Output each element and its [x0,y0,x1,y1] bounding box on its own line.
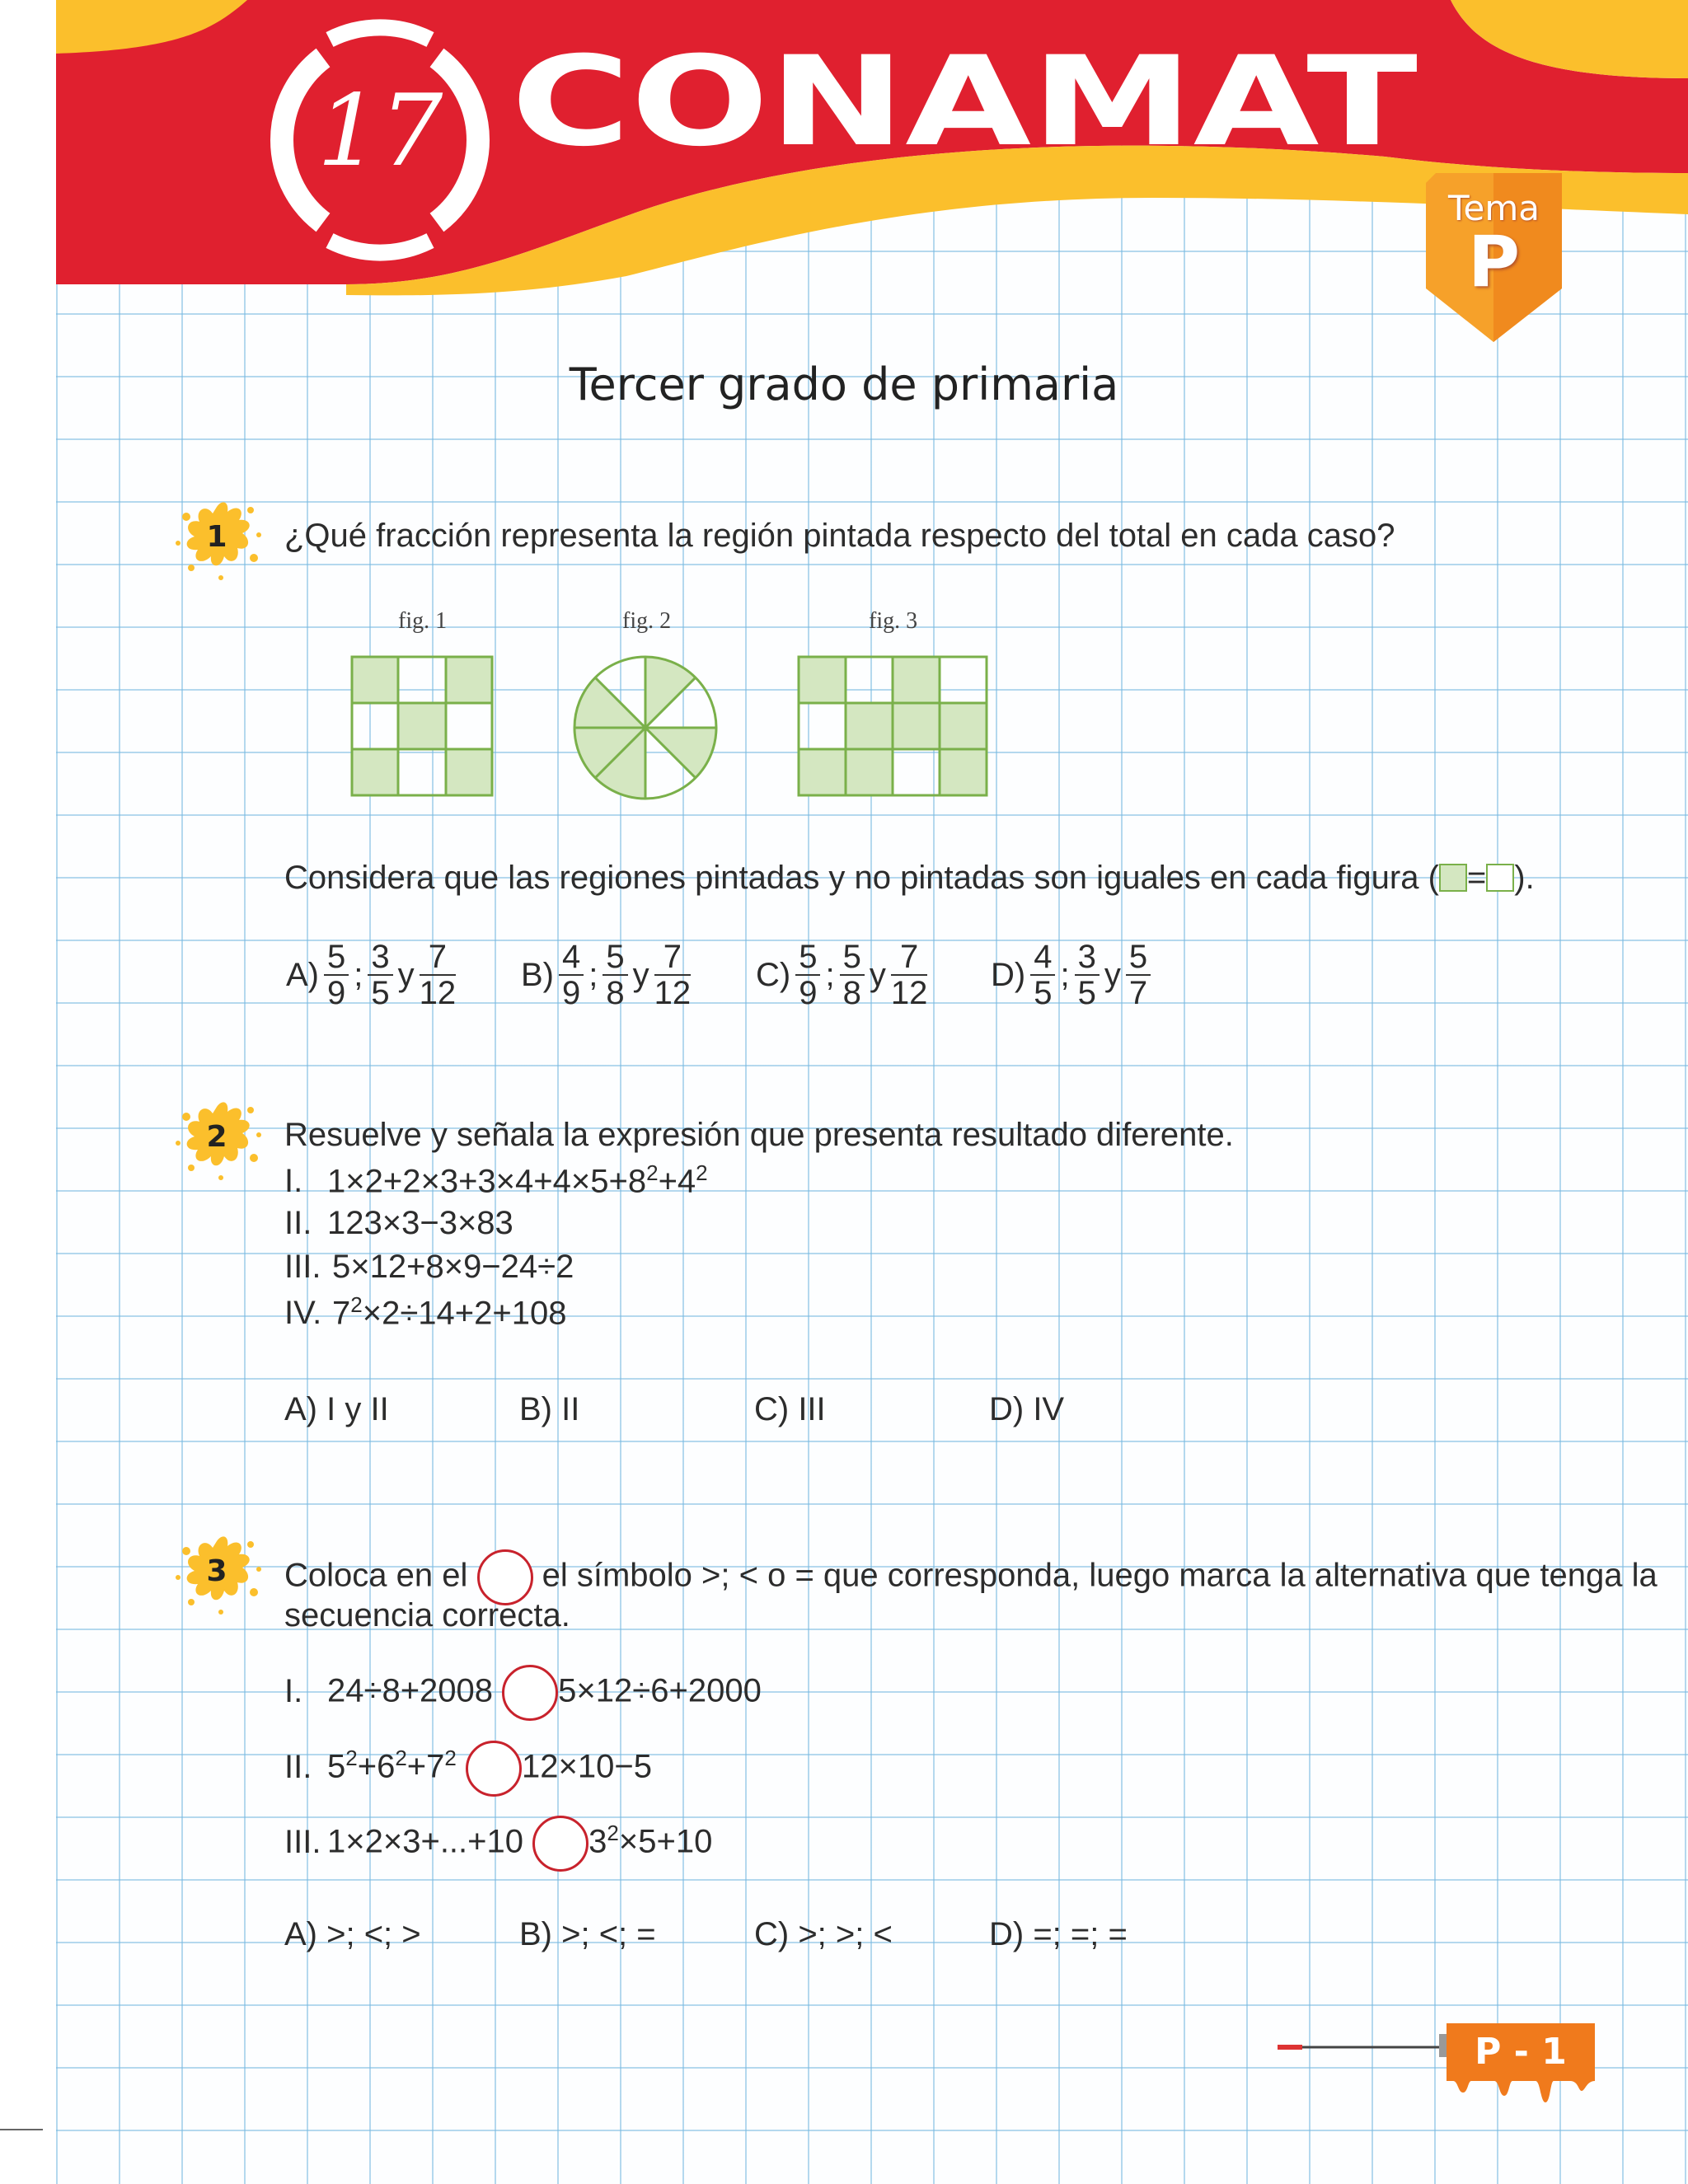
shaded-square-icon [1439,864,1467,892]
fraction [840,940,865,1010]
fraction [603,940,627,1010]
denominator: 12 [419,975,457,1011]
expression-part: +4 [658,1163,696,1200]
q2-option-d[interactable]: D) IV [989,1391,1065,1427]
fraction [559,940,584,1010]
denominator: 12 [890,975,928,1011]
exponent: 2 [607,1821,619,1846]
note-equals: = [1466,860,1487,896]
left-expression: 5 [327,1748,346,1785]
fraction [1075,940,1100,1010]
question-number-badge [171,1526,262,1617]
answer-circle[interactable] [466,1741,522,1797]
exponent: 2 [696,1160,708,1185]
denominator: 9 [562,975,581,1011]
q1-option-a[interactable] [284,940,459,1010]
numerator: 5 [603,940,627,976]
page-number-tag [1447,2023,1595,2106]
q2-option-a[interactable]: A) I y II [284,1391,389,1427]
comparison-item [284,1741,652,1797]
item-label: III. [284,1823,321,1860]
right-expression: ×5+10 [618,1823,713,1860]
question-number: 2 [206,1120,227,1154]
figure-1-grid [350,655,494,797]
fraction [654,940,692,1010]
question-text-continued: secuencia correcta. [284,1597,570,1633]
comparison-item [284,1816,712,1872]
expression-item [284,1160,708,1200]
question-part: el símbolo >; < o = que corresponda, luego marca la alternativa que tenga la [542,1557,1658,1594]
question-number-badge [171,1092,262,1183]
exponent: 2 [646,1160,659,1185]
brand-name: CONAMAT [511,30,1418,174]
fraction [891,940,928,1010]
numerator: 7 [891,940,928,976]
denominator: 5 [1034,975,1053,1011]
option-letter: C) [756,956,791,993]
q2-option-c[interactable]: C) III [754,1391,826,1427]
tema-badge [1426,173,1562,342]
item-label: II. [284,1205,312,1241]
crop-mark [0,2129,43,2130]
expression-item [284,1205,513,1242]
numerator: 5 [1126,940,1151,976]
answer-circle[interactable] [502,1665,558,1721]
right-expression: 12×10−5 [522,1748,652,1785]
q3-option-a[interactable]: A) >; <; > [284,1916,421,1952]
exponent: 2 [444,1746,457,1771]
exponent: 2 [345,1746,358,1771]
separator: ; [1060,956,1070,993]
denominator: 12 [654,975,692,1011]
question-text: ¿Qué fracción representa la región pintada respecto del total en cada caso? [284,518,1395,554]
exponent: 2 [350,1292,363,1317]
conjunction: y [397,956,415,993]
numerator: 5 [840,940,865,976]
left-expression: 24÷8+2008 [327,1672,494,1709]
blank-square-icon [1486,864,1514,892]
item-label: I. [284,1163,303,1200]
expression: 123×3−3×83 [327,1205,513,1241]
q3-option-d[interactable]: D) =; =; = [989,1916,1128,1952]
separator: ; [354,956,363,993]
numerator: 4 [1030,940,1055,976]
denominator: 5 [371,975,390,1011]
denominator: 9 [799,975,818,1011]
logo-number: 17 [316,74,443,189]
expression-item [284,1292,566,1332]
figure-3-grid [797,655,988,797]
option-letter: D) [991,956,1026,993]
denominator: 9 [327,975,346,1011]
numerator: 4 [559,940,584,976]
q1-option-c[interactable] [754,940,931,1010]
expression: 1×2+2×3+3×4+4×5+8 [327,1163,647,1200]
numerator: 3 [368,940,392,976]
page-title: Tercer grado de primaria [569,359,1119,410]
fraction [368,940,392,1010]
question-number-badge [171,492,262,583]
note-text: Considera que las regiones pintadas y no pintadas son iguales en cada figura ( [284,860,1439,896]
q1-option-b[interactable] [519,940,694,1010]
item-label: IV. [284,1295,322,1332]
left-expression: 1×2×3+...+10 [327,1823,524,1860]
tema-label: Tema [1447,188,1540,228]
denominator: 5 [1077,975,1096,1011]
conjunction: y [632,956,649,993]
answer-circle[interactable] [532,1816,588,1872]
q2-option-b[interactable]: B) II [519,1391,580,1427]
numerator: 7 [420,940,457,976]
q1-option-d[interactable] [989,940,1154,1010]
denominator: 8 [606,975,625,1011]
right-expression: 5×12÷6+2000 [558,1672,762,1709]
q3-option-b[interactable]: B) >; <; = [519,1916,656,1952]
separator: ; [588,956,598,993]
denominator: 8 [842,975,861,1011]
tema-letter: P [1467,221,1521,303]
expression: 7 [332,1295,351,1332]
note-end: ). [1514,860,1535,896]
comparison-item [284,1665,762,1721]
right-expression: 3 [588,1823,607,1860]
figure-2-circle [573,655,718,800]
q1-note [284,860,1535,897]
left-expression: +6 [357,1748,396,1785]
exponent: 2 [395,1746,407,1771]
denominator: 7 [1128,975,1148,1011]
numerator: 5 [795,940,820,976]
option-letter: B) [521,956,554,993]
expression-part: ×2÷14+2+108 [362,1295,567,1332]
left-expression: +7 [406,1748,445,1785]
fraction [1030,940,1055,1010]
fraction [420,940,457,1010]
q3-option-c[interactable]: C) >; >; < [754,1916,893,1952]
paint-roller-icon [1278,2027,1451,2060]
fraction [324,940,349,1010]
item-label: II. [284,1748,312,1785]
numerator: 7 [654,940,692,976]
numerator: 5 [324,940,349,976]
figure-label: fig. 3 [869,608,918,634]
page-number: P - 1 [1475,2031,1567,2073]
item-label: III. [284,1249,321,1285]
question-part: Coloca en el [284,1557,468,1594]
expression: 5×12+8×9−24÷2 [332,1249,574,1285]
figure-label: fig. 1 [398,608,448,634]
question-text: Resuelve y señala la expresión que presenta resultado diferente. [284,1117,1234,1153]
expression-item [284,1249,574,1286]
item-label: I. [284,1672,303,1709]
separator: ; [825,956,835,993]
figure-label: fig. 2 [622,608,672,634]
fraction [795,940,820,1010]
question-number: 1 [206,520,227,554]
numerator: 3 [1075,940,1100,976]
fraction [1126,940,1151,1010]
conjunction: y [869,956,886,993]
question-number: 3 [206,1554,227,1588]
conjunction: y [1104,956,1121,993]
option-letter: A) [286,956,319,993]
